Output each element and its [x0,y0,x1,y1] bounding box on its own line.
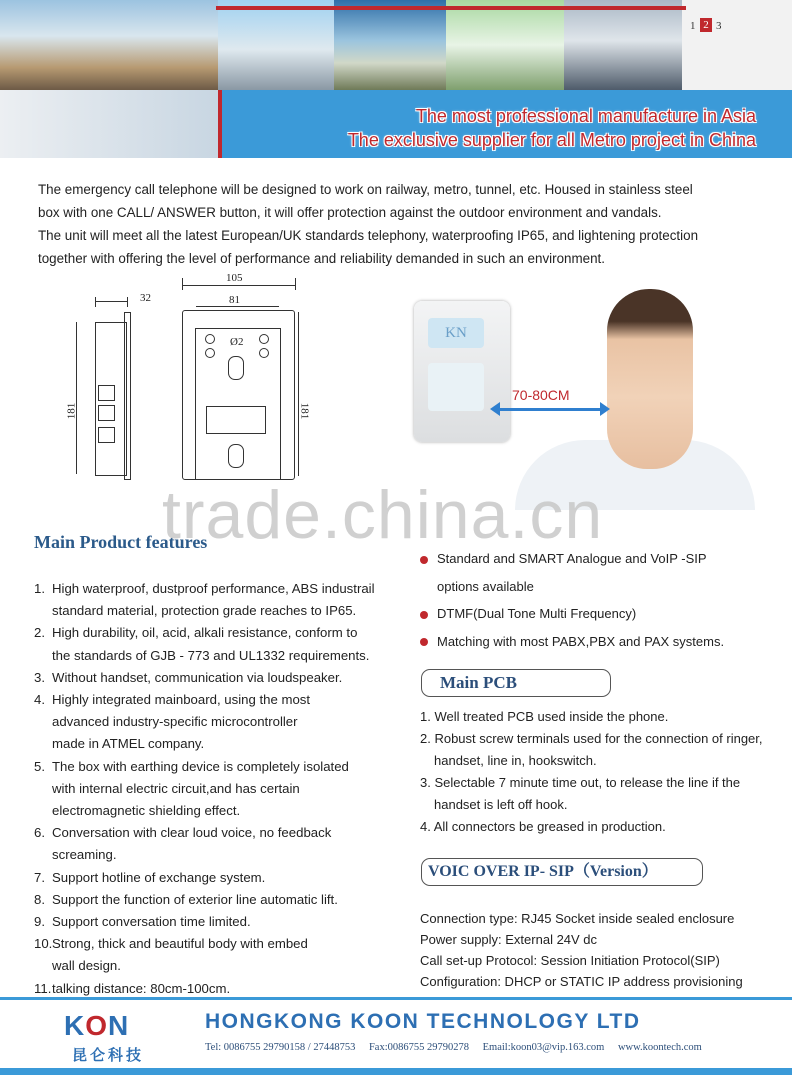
train-door-photo [564,0,682,90]
arrow-head-right-icon [600,402,610,416]
feature-item [34,889,404,911]
feature-text: The box with earthing device is completely isolated [52,758,349,774]
feature-item [34,822,404,866]
feature-text: Support conversation time limited. [52,914,251,930]
option-line [420,628,780,656]
front-width-inner-label: 81 [229,294,240,306]
tagline-band-left [0,90,218,158]
feature-text: the standards of GJB - 773 and UL1332 requirements. [52,647,370,663]
page-number-3[interactable]: 3 [716,20,722,32]
feature-text: screaming. [52,847,117,863]
bullet-icon [420,638,428,646]
footer-top-line [0,997,792,1000]
intro-line: together with offering the level of performance and reliability demanded in such an environment. [38,251,605,266]
feature-text: advanced industry-specific microcontroller [52,714,298,730]
logo-chinese-name: 昆仑科技 [72,1048,145,1064]
feature-text: Highly integrated mainboard, using the most [52,692,311,708]
intro-line: box with one CALL/ ANSWER button, it will offer protection against the outdoor environment and vandals. [38,205,662,220]
feature-line [34,933,404,955]
feature-line [34,800,404,822]
screw-hole [259,348,269,358]
feature-text: made in ATMEL company. [52,736,205,752]
keypad-icon [428,363,484,411]
feature-number: 7. [34,869,45,885]
side-view-flange [124,312,131,480]
feature-text: with internal electric circuit,and has certain [52,780,300,796]
front-width-outer-label: 105 [226,272,243,284]
intro-line: The unit will meet all the latest European/UK standards telephony, waterproofing IP65, and lightening protection [38,228,699,243]
feature-text: wall design. [52,958,121,974]
header-red-bar [216,6,686,10]
screw-hole [259,334,269,344]
feature-text: Without handset, communication via loudspeaker. [52,669,343,685]
feature-text: Support the function of exterior line automatic lift. [52,891,338,907]
feature-line [34,733,404,755]
feature-item [34,622,404,666]
header-photo-strip [0,0,792,90]
feature-item [34,667,404,689]
option-text: DTMF(Dual Tone Multi Frequency) [437,606,637,621]
voip-item: Connection type: RJ45 Socket inside sealed enclosure [420,911,735,926]
features-title: Main Product features [34,532,208,552]
pcb-line: 3. Selectable 7 minute time out, to release the line if the [420,775,741,790]
contact-line [205,1042,713,1053]
tagline-divider [218,90,222,158]
side-view-slot [98,427,115,443]
feature-item [34,756,404,823]
voip-item: Power supply: External 24V dc [420,932,598,947]
distance-arrow [496,408,602,411]
feature-item [34,867,404,889]
pcb-line: 1. Well treated PCB used inside the phone. [420,709,669,724]
company-logo [64,1010,129,1042]
header-blank-area [682,0,792,90]
feature-line [34,889,404,911]
feature-number: 6. [34,825,45,841]
feature-number: 3. [34,669,45,685]
button-window [206,406,266,434]
feature-number: 10. [34,936,53,952]
airport-hall-photo [0,0,218,90]
feature-item [34,933,404,977]
pcb-line: 4. All connectors be greased in production. [420,819,666,834]
feature-text: standard material, protection grade reaches to IP65. [52,603,357,619]
logo-letter: O [85,1010,109,1041]
dim-line [196,306,279,307]
option-text: Matching with most PABX,PBX and PAX systems. [437,633,725,649]
voip-list [420,908,780,992]
metro-platform-photo [218,0,334,90]
dim-tick [295,278,296,290]
screw-hole [205,334,215,344]
contact-email[interactable]: Email:koon03@vip.163.com [482,1042,605,1053]
feature-number: 2. [34,625,45,641]
contact-fax: Fax:0086755 29790278 [368,1042,470,1053]
contact-website[interactable]: www.koontech.com [617,1042,702,1053]
side-width-label: 32 [140,292,151,304]
feature-line [34,645,404,667]
voip-item: Call set-up Protocol: Session Initiation Protocol(SIP) [420,953,720,968]
hole-diameter-label: Ø2 [230,336,244,348]
woman-face-photo [607,289,693,469]
arrow-head-left-icon [490,402,500,416]
feature-text: High durability, oil, acid, alkali resistance, conform to [52,625,358,641]
feature-line [34,756,404,778]
feature-number: 9. [34,914,45,930]
pcb-line: 2. Robust screw terminals used for the connection of ringer, [420,731,763,746]
feature-line [34,844,404,866]
feature-item [34,689,404,756]
bullet-icon [420,611,428,619]
feature-text: Conversation with clear loud voice, no feedback [52,825,332,841]
page-number-1[interactable]: 1 [690,20,696,32]
feature-line [34,622,404,644]
feature-line [34,822,404,844]
logo-letter: N [108,1010,130,1041]
feature-item [34,911,404,933]
voip-title: VOIC OVER IP- SIP（Version） [421,858,703,886]
feature-line [34,867,404,889]
footer-bottom-bar [0,1068,792,1075]
feature-line [34,578,404,600]
metro-station-photo [334,0,446,90]
intro-paragraph [38,178,758,270]
feature-text: electromagnetic shielding effect. [52,803,241,819]
tagline-1: The most professional manufacture in Asia [415,106,756,126]
option-text: Standard and SMART Analogue and VoIP -SIP [437,551,707,566]
feature-text: Support hotline of exchange system. [52,869,266,885]
height-left-label: 181 [65,402,78,420]
feature-line [34,778,404,800]
options-bullet-list [420,545,780,655]
page-number-2[interactable]: 2 [700,18,712,32]
keyhole-slot [228,444,244,468]
company-name: HONGKONG KOON TECHNOLOGY LTD [205,1010,641,1033]
height-right-label: 181 [298,402,311,420]
dim-tick [127,297,128,307]
contact-tel: Tel: 0086755 29790158 / 27448753 [205,1042,356,1053]
phone-logo: KN [428,318,484,348]
dim-line [76,322,77,474]
feature-number: 4. [34,692,45,708]
dim-line [182,285,295,286]
option-line [420,573,780,601]
dim-line [298,312,299,476]
feature-number: 5. [34,758,45,774]
feature-text: High waterproof, dustproof performance, ABS industrail [52,581,375,596]
feature-line [34,955,404,977]
distance-label: 70-80CM [512,387,570,403]
side-view-slot [98,405,115,421]
keyhole-slot [228,356,244,380]
glass-canopy-photo [446,0,564,90]
feature-item [34,578,404,622]
feature-line [34,689,404,711]
tagline-2: The exclusive supplier for all Metro project in China [347,130,756,150]
side-view-slot [98,385,115,401]
pcb-line: handset, line in, hookswitch. [434,753,597,768]
pcb-line: handset is left off hook. [434,797,568,812]
watermark: trade.china.cn [162,477,604,553]
dim-tick [95,297,96,307]
feature-number: 8. [34,891,45,907]
dim-line [95,301,127,302]
feature-number: 1. [34,581,45,596]
feature-line [34,911,404,933]
feature-line [34,667,404,689]
features-list [34,578,404,1000]
feature-number: 11. [34,980,52,996]
bullet-icon [420,556,428,564]
dim-tick [182,278,183,290]
option-text: options available [437,578,534,594]
logo-letter: K [64,1010,86,1041]
feature-text: talking distance: 80cm-100cm. [52,980,231,996]
screw-hole [205,348,215,358]
intro-line: The emergency call telephone will be designed to work on railway, metro, tunnel, etc. Housed in stainless steel [38,182,693,197]
feature-line [34,711,404,733]
option-line [420,600,780,628]
pcb-title: Main PCB [421,669,611,697]
feature-text: Strong, thick and beautiful body with embed [52,936,308,952]
feature-line [34,600,404,622]
voip-item: Configuration: DHCP or STATIC IP address provisioning [420,974,743,989]
pcb-list [420,706,780,838]
